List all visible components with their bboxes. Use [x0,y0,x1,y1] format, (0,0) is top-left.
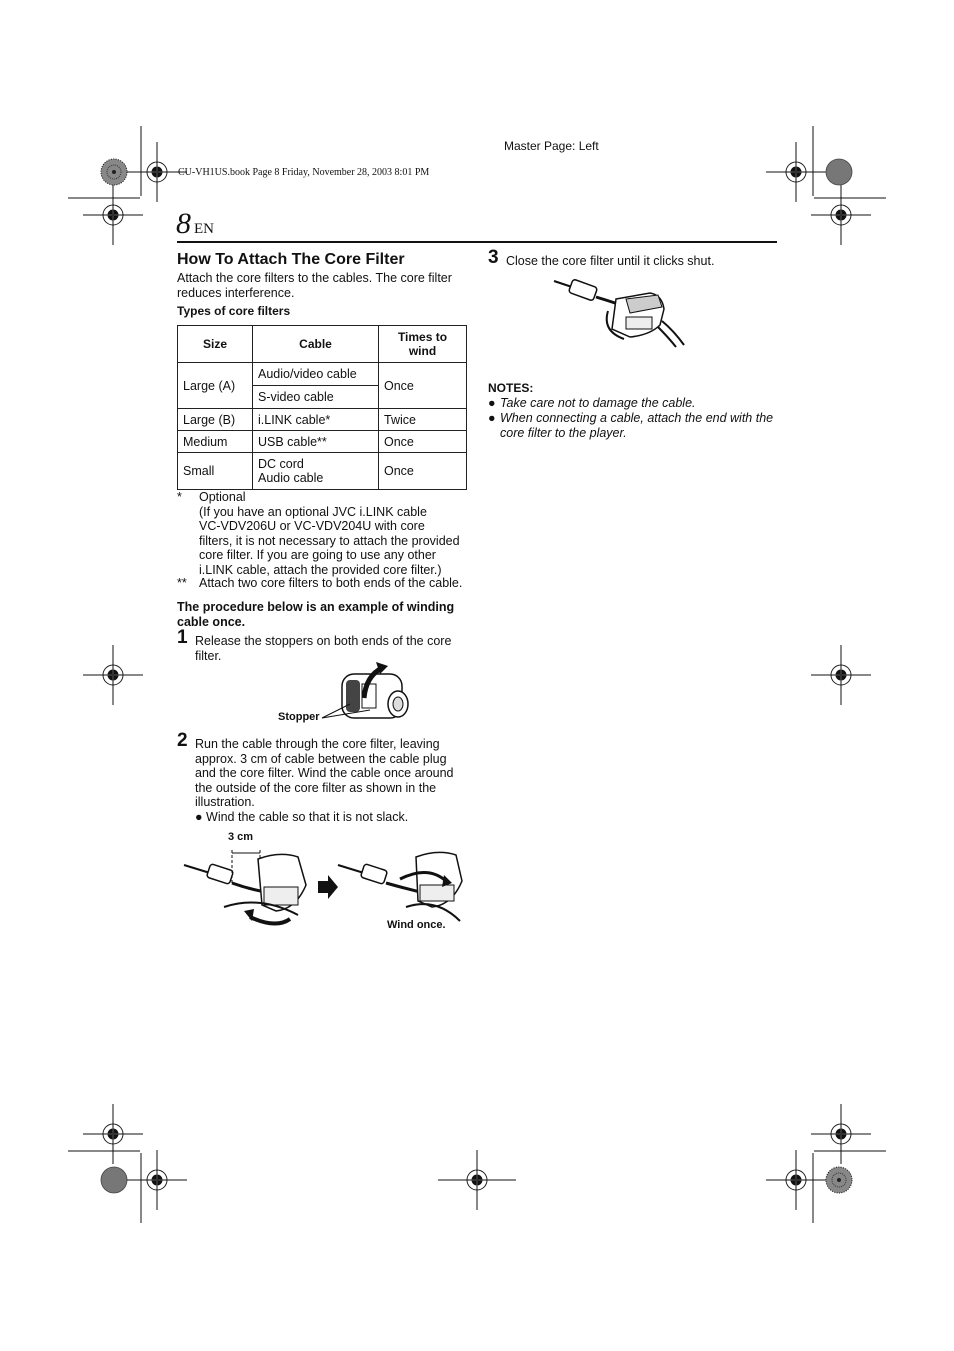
header-rule [177,241,777,243]
table-cell-cable: Audio/video cable [253,363,379,386]
bullet-icon: ● [488,396,496,410]
step-line: and the core filter. Wind the cable once around [195,766,454,780]
footnote-mark: * [177,490,182,504]
table-row [178,363,467,386]
table-cell-size: Small [178,453,253,490]
stopper-label: Stopper [278,711,320,723]
footnote-line: filters, it is not necessary to attach the provided [199,533,460,548]
registration-dot-icon [101,1167,127,1193]
note-item [488,411,783,441]
table-cell-line: DC cord [258,457,304,471]
note-text [500,411,785,440]
table-cell-times: Once [379,453,467,490]
step-line: Run the cable through the core filter, leaving [195,737,440,751]
bullet-icon: ● [488,411,496,425]
distance-label: 3 cm [228,831,254,843]
step-text [195,634,475,663]
table-header-cell: Cable [253,326,379,363]
page-number-value: 8 [176,207,191,240]
wind-once-label: Wind once. [387,919,446,931]
notes-heading: NOTES: [488,381,534,395]
note-line: core filter to the player. [500,425,627,440]
procedure-heading [177,600,477,629]
section-title: How To Attach The Core Filter [177,251,405,268]
registration-mark-icon [766,142,826,202]
table-title: Types of core filters [177,304,291,318]
table-cell-cable: USB cable** [253,431,379,453]
step-number: 1 [177,627,188,648]
section-intro: Attach the core filters to the cables. The core filter reduces interference. [177,271,452,300]
page-number [176,207,214,241]
registration-mark-icon [811,185,871,245]
table-row [178,453,467,490]
step-number: 2 [177,730,188,751]
registration-star-icon [101,159,127,185]
table-cell-size: Medium [178,431,253,453]
page-language: EN [194,221,214,237]
table-cell-size: Large (A) [178,363,253,409]
step-line: the outside of the core filter as shown in the [195,780,437,795]
procedure-heading-line: The procedure below is an example of winding [177,600,455,614]
step-bullet-text: Wind the cable so that it is not slack. [206,809,409,824]
footnote [177,490,477,578]
table-row [178,431,467,453]
registration-dot-icon [826,159,852,185]
registration-mark-icon [811,645,871,705]
table-cell-size: Large (B) [178,409,253,431]
step-line: Release the stoppers on both ends of the core [195,634,452,648]
master-page-label: Master Page: Left [504,139,599,153]
step-line: illustration. [195,795,255,809]
footnote-mark: ** [177,576,187,590]
footnote-line: (If you have an optional JVC i.LINK cable [199,504,427,519]
table-cell-line: Audio cable [258,471,324,485]
registration-mark-icon [127,1150,187,1210]
step-line: filter. [195,648,222,663]
table-header-cell: Times to wind [379,326,467,363]
registration-mark-icon [83,185,143,245]
footnote-text [199,490,469,577]
table-header-row [178,326,467,363]
step-line: approx. 3 cm of cable between the cable plug [195,751,447,766]
note-item [488,396,783,412]
table-cell-cable: S-video cable [253,386,379,409]
registration-mark-icon [83,1104,143,1164]
table-cell-cable: i.LINK cable* [253,409,379,431]
procedure-heading-line: cable once. [177,614,246,629]
footnote-line: Attach two core filters to both ends of the cable. [199,576,463,590]
step-text [506,254,786,269]
table-cell-times: Twice [379,409,467,431]
note-line: Take care not to damage the cable. [500,396,696,410]
footnote [177,576,477,592]
table-cell-times: Once [379,363,467,409]
note-line: When connecting a cable, attach the end with the [500,411,774,425]
step-line: Close the core filter until it clicks shut. [506,254,715,268]
registration-star-icon [826,1167,852,1193]
book-info-line: CU-VH1US.book Page 8 Friday, November 28, 2003 8:01 PM [178,167,430,178]
table-row [178,409,467,431]
core-filter-table [177,325,467,490]
footnote-line: Optional [199,490,246,504]
footnote-line: i.LINK cable, attach the provided core filter.) [199,562,442,577]
registration-mark-icon [83,645,143,705]
table-cell-times: Once [379,431,467,453]
closed-filter-illustration [550,275,690,350]
table-header-cell: Size [178,326,253,363]
footnote-line: VC-VDV206U or VC-VDV204U with core [199,519,425,533]
registration-mark-icon [811,1104,871,1164]
step-number: 3 [488,247,499,268]
step-text [195,737,475,824]
table-cell-cable [253,453,379,490]
footnote-line: core filter. If you are going to use any other [199,548,436,562]
step-bullet: ● Wind the cable so that it is not slack. [195,809,409,824]
registration-mark-icon [766,1150,826,1210]
